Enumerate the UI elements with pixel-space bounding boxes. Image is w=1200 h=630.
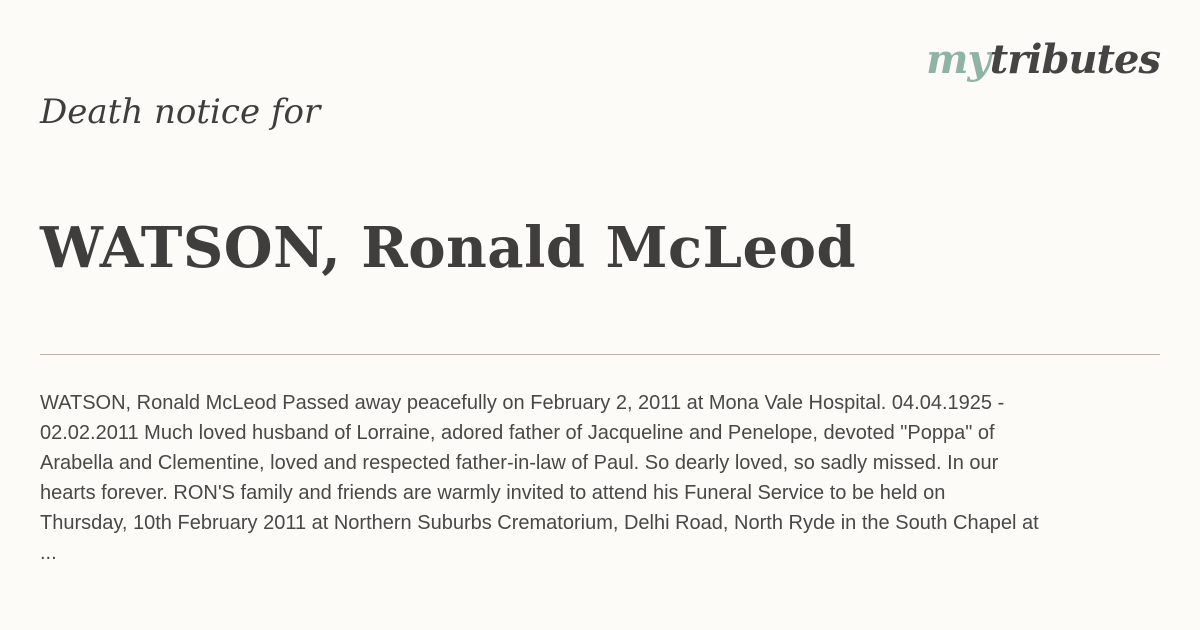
section-divider [40, 354, 1160, 355]
logo-prefix: my [926, 36, 990, 83]
notice-excerpt: WATSON, Ronald McLeod Passed away peacefully on February 2, 2011 at Mona Vale Hospital. 04.04.1925 - 02.02.2011 Much loved husband of Lorraine, adored father of Jacqueline and Penelope, devoted "Poppa" of Arabella and Clementine, loved and respected father-in-law of Paul. So dearly loved, so sadly missed. In our hearts forever. RON'S family and friends are warmly invited to attend his Funeral Service to be held on Thursday, 10th February 2011 at Northern Suburbs Crematorium, Delhi Road, North Ryde in the South Chapel at ... [40, 392, 1039, 564]
logo-suffix: tributes [989, 36, 1160, 83]
mytributes-logo[interactable] [926, 34, 1160, 86]
deceased-name: WATSON, Ronald McLeod [40, 215, 857, 281]
death-notice-kicker: Death notice for [40, 92, 321, 132]
